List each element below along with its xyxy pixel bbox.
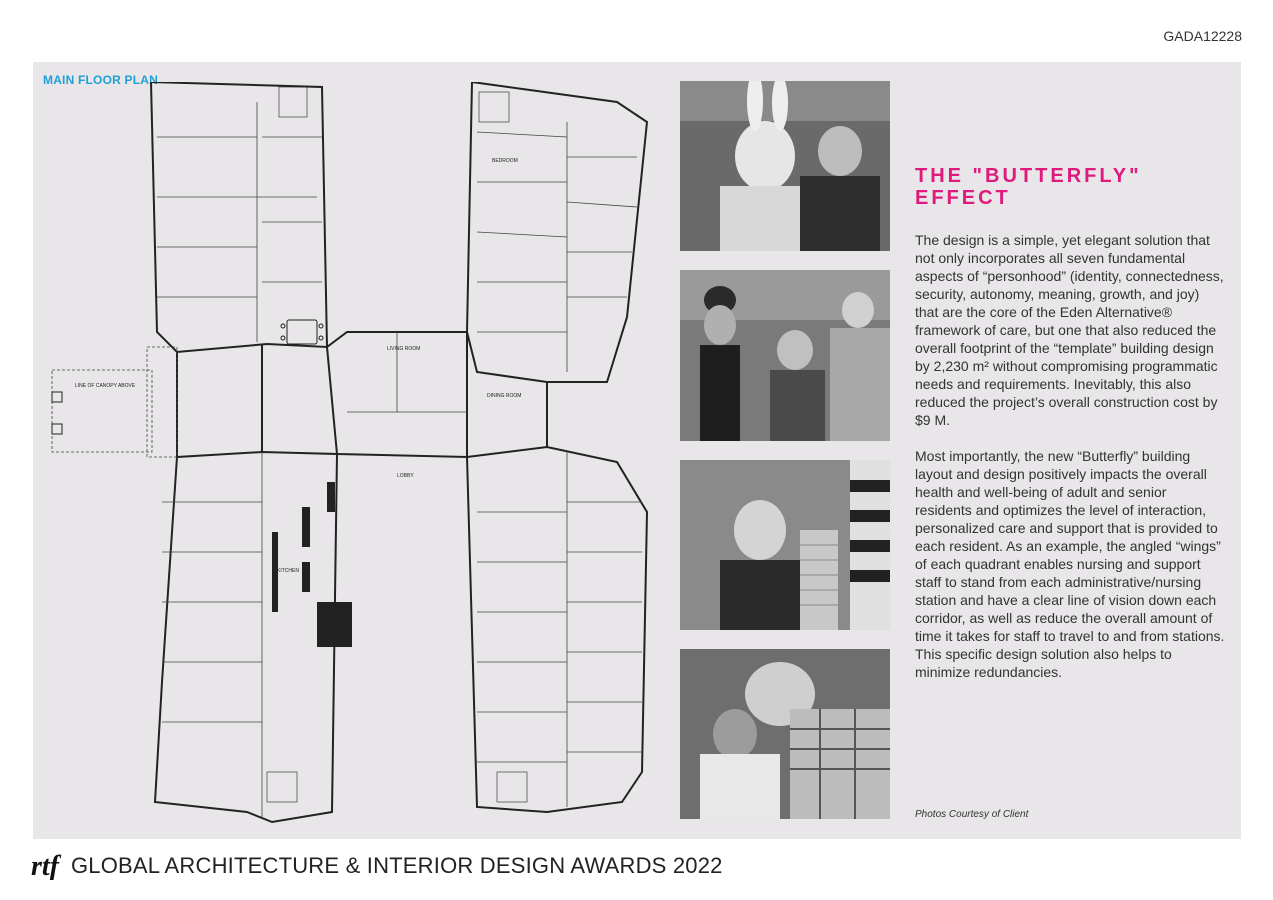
- plan-wing-left-upper: [151, 82, 327, 352]
- photo-jenga-game: [680, 460, 890, 630]
- plan-label-kitchen: KITCHEN: [277, 568, 299, 574]
- plan-label-lobby: LOBBY: [397, 473, 414, 479]
- project-code: GADA12228: [1163, 28, 1242, 44]
- rtf-logo-icon: [31, 852, 65, 880]
- content-panel: [33, 62, 1241, 839]
- svg-text:rtf: rtf: [31, 852, 59, 880]
- footer: [31, 852, 723, 880]
- plan-label-dining: DINING ROOM: [487, 393, 522, 399]
- paragraph-1: The design is a simple, yet elegant solution that not only incorporates all seven fundamental aspects of “personhood” (identity, connectedness, security, autonomy, meaning, growth, and joy) that are the core of the Eden Alternative® framework of care, but one that also reduced the overall footprint of the “template” building design by 2,230 m² without compromising programmatic needs and requirements. Inevitably, this also reduced the project’s overall construction cost by $9 M.: [915, 232, 1224, 428]
- photo-caption: Photos Courtesy of Client: [915, 809, 1029, 820]
- plan-label-bedroom: BEDROOM: [492, 158, 518, 164]
- plan-label-living: LIVING ROOM: [387, 346, 421, 352]
- floor-plan: [47, 82, 663, 827]
- section-heading: [915, 165, 1215, 209]
- heading-line-1: THE "BUTTERFLY": [915, 165, 1142, 187]
- plan-wing-right-upper: [467, 82, 647, 382]
- plan-label-canopy: LINE OF CANOPY ABOVE: [75, 383, 136, 389]
- body-text: [915, 231, 1225, 699]
- heading-line-2: EFFECT: [915, 187, 1011, 209]
- photo-residents-group: [680, 270, 890, 441]
- footer-title: GLOBAL ARCHITECTURE & INTERIOR DESIGN AWARDS 2022: [71, 853, 723, 878]
- photo-hug: [680, 649, 890, 819]
- photo-easter-bunny: [680, 81, 890, 251]
- plan-title: MAIN FLOOR PLAN: [43, 73, 158, 87]
- paragraph-2: Most importantly, the new “Butterfly” building layout and design positively impacts the overall health and well-being of adult and senior residents and optimizes the level of interaction, personalized care and support that is provided to each resident. As an example, the angled “wings” of each quadrant enables nursing and support staff to stand from each administrative/nursing station and have a clear line of vision down each corridor, as well as reduce the overall amount of time it takes for staff to travel to and from stations. This specific design solution also helps to minimize redundancies.: [915, 448, 1225, 680]
